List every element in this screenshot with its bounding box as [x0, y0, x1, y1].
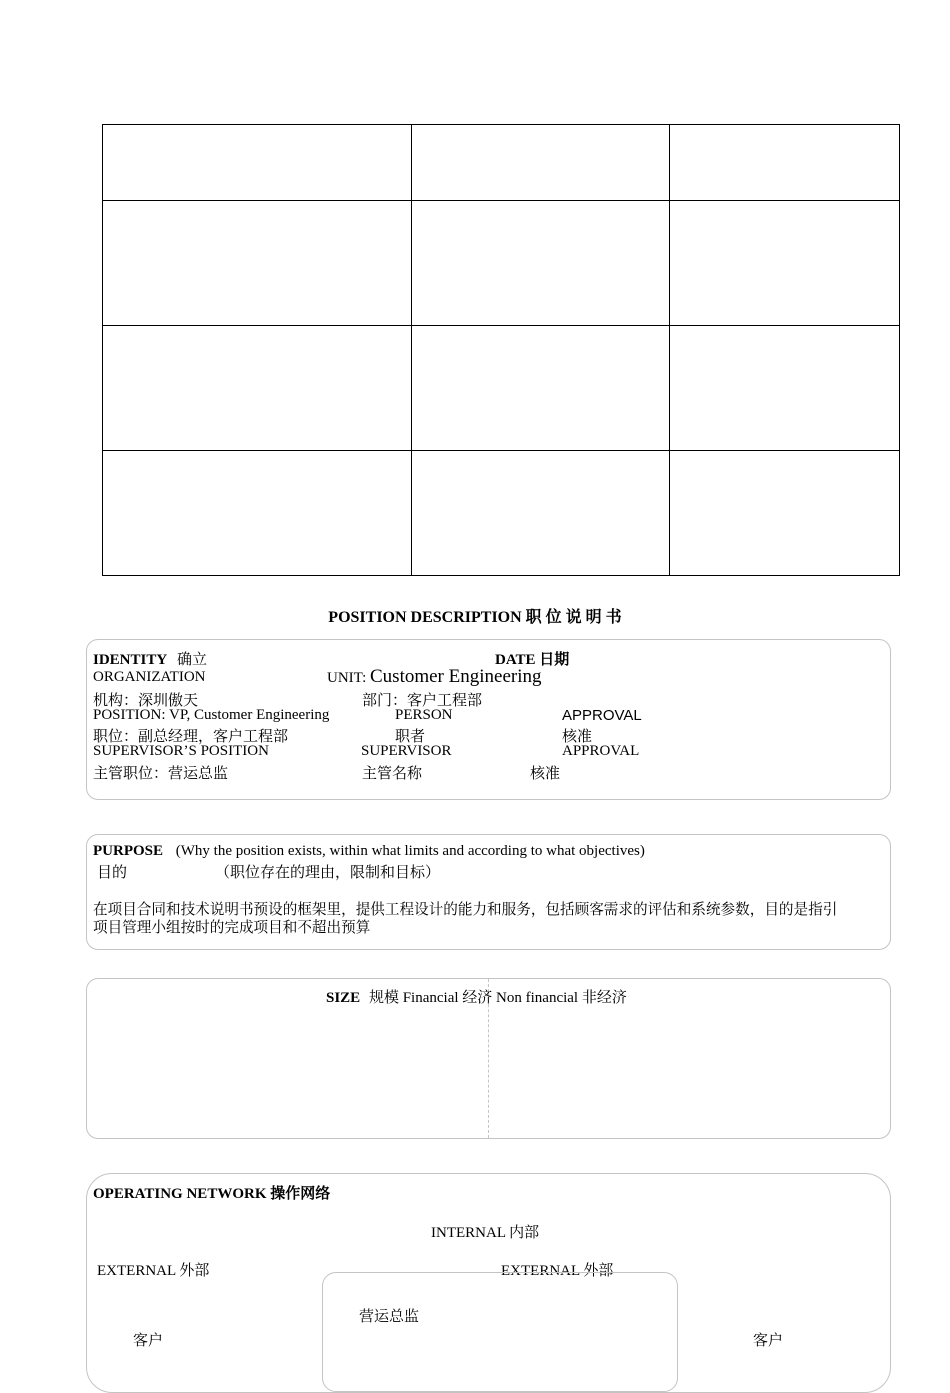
- date-label: DATE 日期: [495, 652, 570, 668]
- external-right-label: EXTERNAL 外部: [501, 1263, 614, 1279]
- operating-network-heading: OPERATING NETWORK 操作网络: [93, 1186, 331, 1202]
- grid-cell: [412, 125, 670, 201]
- customer-left-label: 客户: [133, 1333, 164, 1349]
- grid-cell: [670, 201, 900, 326]
- supervisor-position-label: SUPERVISOR’S POSITION: [93, 743, 269, 759]
- purpose-body-line2: 项目管理小组按时的完成项目和不超出预算: [93, 920, 371, 936]
- position-cn: 职位：副总经理，客户工程部: [93, 729, 289, 745]
- identity-heading-cn: 确立: [176, 652, 207, 668]
- size-financial-label: Financial 经济: [402, 990, 493, 1006]
- purpose-subtitle-cn: （职位存在的理由，限制和目标）: [215, 865, 441, 881]
- grid-cell: [103, 326, 412, 451]
- grid-cell: [103, 451, 412, 576]
- approval-cn: 核准: [562, 729, 593, 745]
- position-label: POSITION: VP, Customer Engineering: [93, 707, 330, 723]
- grid-cell: [103, 201, 412, 326]
- blank-grid-table: [102, 124, 900, 576]
- size-non-financial-label: Non financial 非经济: [496, 990, 627, 1006]
- customer-right-label: 客户: [753, 1333, 784, 1349]
- external-left-label: EXTERNAL 外部: [97, 1263, 210, 1279]
- unit-label: UNIT:: [327, 670, 370, 686]
- supervisor-position-cn: 主管职位：营运总监: [93, 766, 229, 782]
- person-label: PERSON: [395, 707, 453, 723]
- unit-value: Customer Engineering: [370, 666, 542, 687]
- supervisor-cn: 主管名称: [362, 766, 423, 782]
- department-cn: 部门：客户工程部: [362, 693, 483, 709]
- identity-heading: IDENTITY: [93, 652, 168, 668]
- purpose-heading-cn: 目的: [97, 865, 128, 881]
- supervisor-approval-cn: 核准: [530, 766, 561, 782]
- grid-cell: [670, 125, 900, 201]
- person-cn: 职者: [395, 729, 426, 745]
- grid-cell: [412, 326, 670, 451]
- organization-cn: 机构：深圳傲天: [93, 693, 199, 709]
- purpose-heading: PURPOSE: [93, 843, 164, 859]
- size-heading-cn: 规模: [368, 990, 399, 1006]
- grid-cell: [412, 451, 670, 576]
- approval-label: APPROVAL: [562, 707, 642, 724]
- size-heading-row: [326, 986, 627, 1007]
- grid-cell: [670, 326, 900, 451]
- grid-cell: [670, 451, 900, 576]
- internal-label: INTERNAL 内部: [431, 1225, 540, 1241]
- organization-label: ORGANIZATION: [93, 669, 206, 685]
- supervisor-label: SUPERVISOR: [361, 743, 452, 759]
- identity-heading-row: [93, 648, 207, 669]
- purpose-body-line1: 在项目合同和技术说明书预设的框架里，提供工程设计的能力和服务，包括顾客需求的评估和系统参数，目的是指引: [93, 902, 838, 918]
- purpose-subtitle: (Why the position exists, within what limits and according to what objectives): [175, 843, 645, 859]
- grid-cell: [412, 201, 670, 326]
- supervisor-approval-label: APPROVAL: [562, 743, 640, 759]
- purpose-heading-row: [93, 843, 645, 860]
- operations-director-label: 营运总监: [359, 1309, 420, 1325]
- size-heading: SIZE: [326, 990, 361, 1006]
- page-title: POSITION DESCRIPTION 职 位 说 明 书: [328, 609, 622, 626]
- grid-cell: [103, 125, 412, 201]
- unit-field: [327, 666, 542, 688]
- internal-network-box: [322, 1272, 678, 1392]
